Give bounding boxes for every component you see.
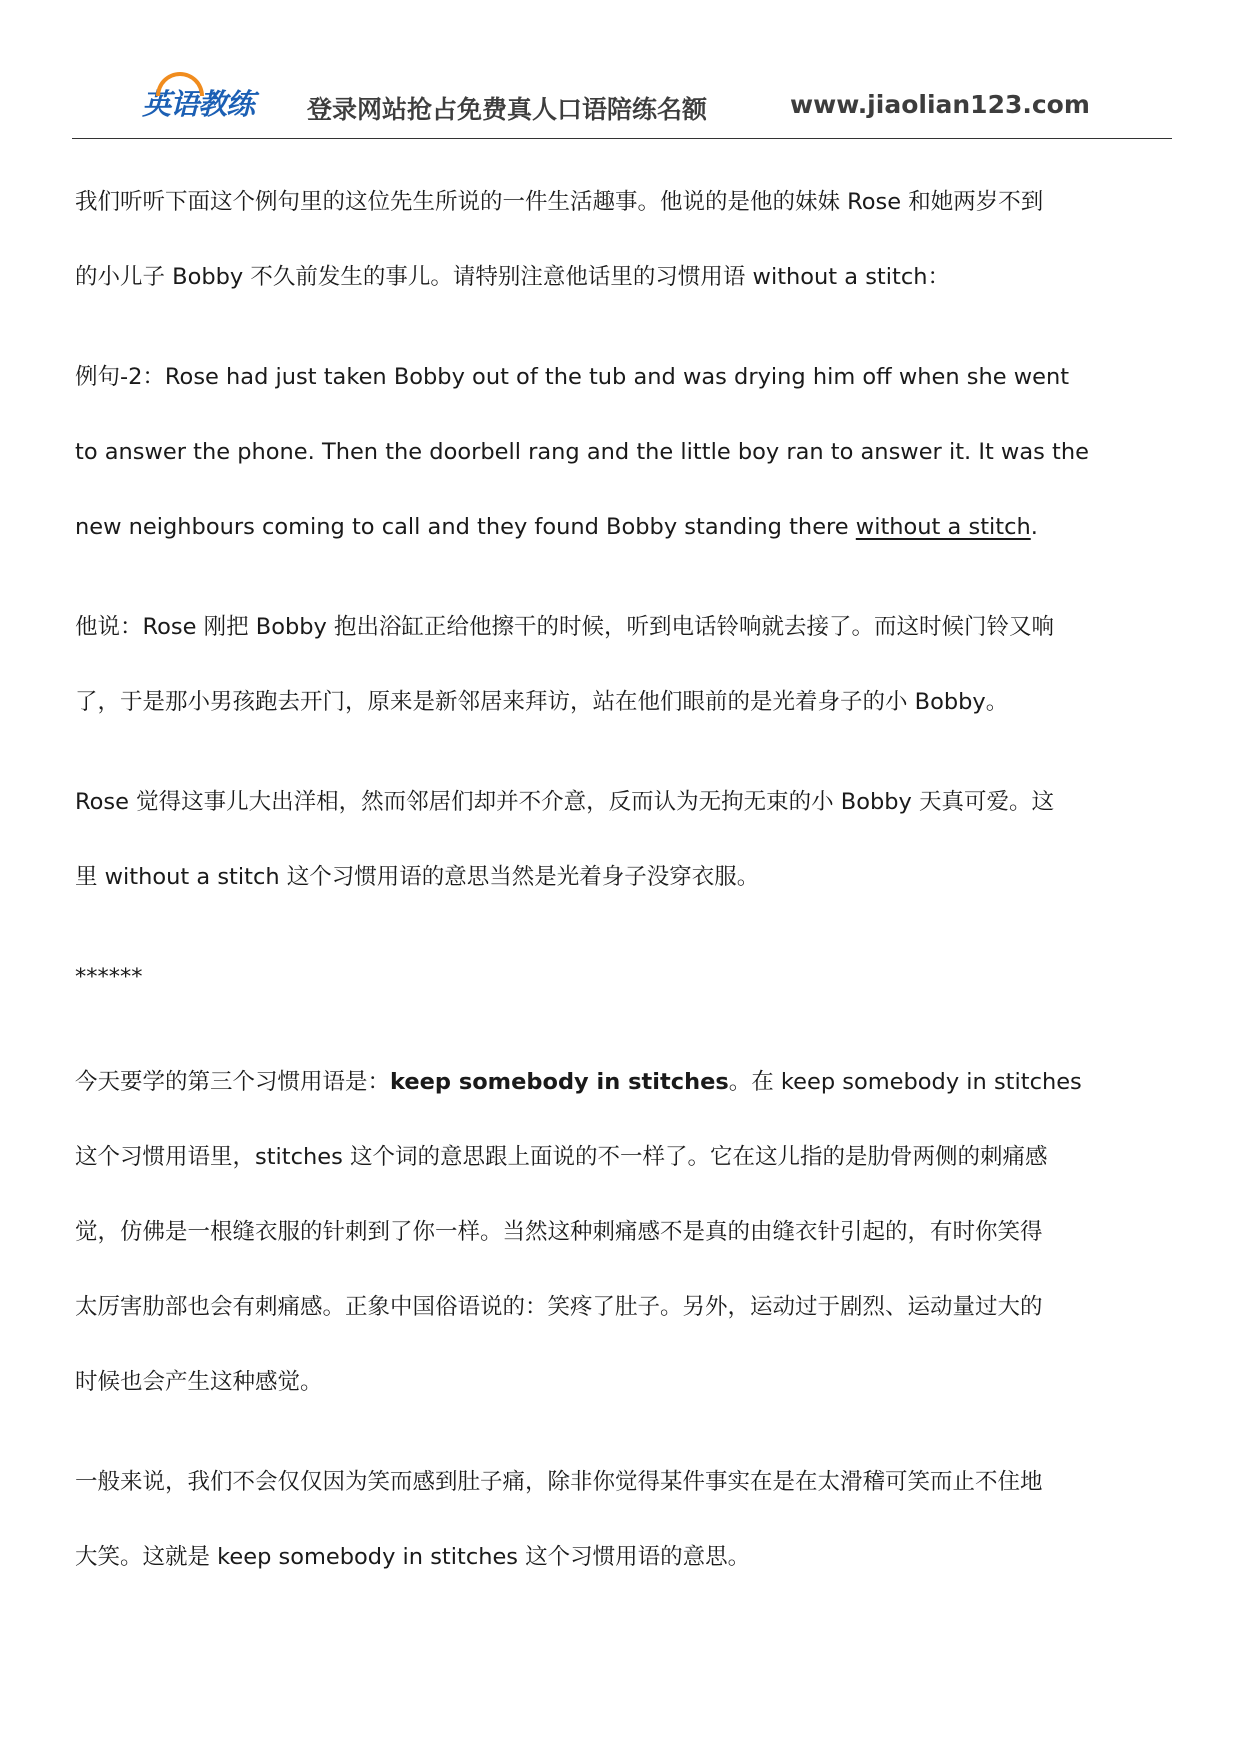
- text-line: 例句-2：Rose had just taken Bobby out of the tub and was drying him off when she went: [75, 364, 1070, 390]
- text-line: [75, 1045, 1170, 1120]
- underlined-idiom: without a stitch: [855, 514, 1031, 540]
- text-segment: 。在 keep somebody in stitches: [728, 1069, 1082, 1095]
- text-line: 他说：Rose 刚把 Bobby 抱出浴缸正给他擦干的时候，听到电话铃响就去接了。而这时候门铃又响: [75, 614, 1054, 640]
- text-line: 太厉害肋部也会有刺痛感。正象中国俗语说的：笑疼了肚子。另外，运动过于剧烈、运动量过大的: [75, 1294, 1043, 1320]
- text-segment: new neighbours coming to call and they found Bobby standing there: [75, 514, 856, 540]
- header-slogan: 登录网站抢占免费真人口语陪练名额: [307, 95, 708, 124]
- text-line: 大笑。这就是 keep somebody in stitches 这个习惯用语的意思。: [75, 1544, 751, 1570]
- paragraph-idiom-3: [75, 1045, 1170, 1420]
- paragraph-explanation: [75, 765, 1170, 915]
- logo-arc-icon: [156, 72, 204, 96]
- section-separator: [75, 940, 1170, 1015]
- paragraph-translation: [75, 590, 1170, 740]
- header-url-link[interactable]: www.jiaolian123.com: [790, 90, 1090, 119]
- text-line: to answer the phone. Then the doorbell rang and the little boy ran to answer it. It was the: [75, 439, 1089, 465]
- text-line: Rose 觉得这事儿大出洋相，然而邻居们却并不介意，反而认为无拘无束的小 Bobby 天真可爱。这: [75, 789, 1054, 815]
- separator-text: ******: [75, 964, 143, 990]
- text-segment: 今天要学的第三个习惯用语是：: [75, 1069, 391, 1095]
- text-segment: .: [1030, 514, 1038, 540]
- header-divider: [72, 138, 1172, 139]
- paragraph-summary: [75, 1445, 1170, 1595]
- page-header: [72, 72, 1172, 138]
- text-line: [75, 490, 1170, 565]
- text-line: 里 without a stitch 这个习惯用语的意思当然是光着身子没穿衣服。: [75, 864, 760, 890]
- text-line: 一般来说，我们不会仅仅因为笑而感到肚子痛，除非你觉得某件事实在是在太滑稽可笑而止不住地: [75, 1469, 1043, 1495]
- text-line: 的小儿子 Bobby 不久前发生的事儿。请特别注意他话里的习惯用语 without a stitch：: [75, 264, 950, 290]
- text-line: 了，于是那小男孩跑去开门，原来是新邻居来拜访，站在他们眼前的是光着身子的小 Bobby。: [75, 689, 1009, 715]
- logo-text: 英语教练: [142, 86, 255, 121]
- text-line: 时候也会产生这种感觉。: [75, 1369, 323, 1395]
- document-body: [75, 165, 1170, 1620]
- text-line: 觉，仿佛是一根缝衣服的针刺到了你一样。当然这种刺痛感不是真的由缝衣针引起的，有时你笑得: [75, 1219, 1043, 1245]
- bold-idiom: keep somebody in stitches: [390, 1069, 729, 1095]
- text-line: 这个习惯用语里，stitches 这个词的意思跟上面说的不一样了。它在这儿指的是肋骨两侧的刺痛感: [75, 1144, 1048, 1170]
- paragraph-intro: [75, 165, 1170, 315]
- site-logo[interactable]: [142, 82, 254, 122]
- paragraph-example-2: [75, 340, 1170, 565]
- text-line: 我们听听下面这个例句里的这位先生所说的一件生活趣事。他说的是他的妹妹 Rose 和她两岁不到: [75, 189, 1044, 215]
